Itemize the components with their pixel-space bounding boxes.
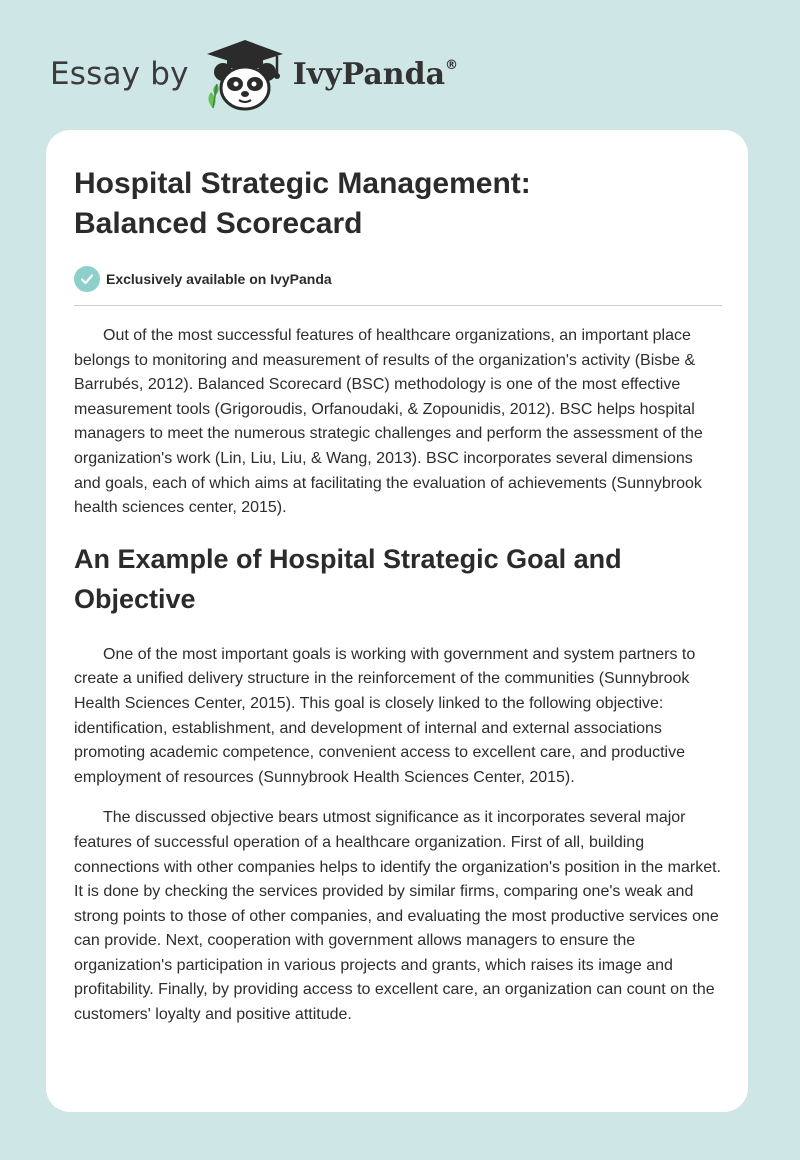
divider: [74, 305, 722, 306]
intro-paragraph: Out of the most successful features of healthcare organizations, an important place belongs to monitoring and measurement of results of the organization's activity (Bisbe & Barrubés, 2012). Balanced Scorecard (BSC) methodology is one of the most effective measurement tools (Grigoroudis, Orfanoudaki, & Zopounidis, 2012). BSC helps hospital managers to meet the numerous strategic challenges and perform the assessment of the organization's work (Lin, Liu, Liu, & Wang, 2013). BSC incorporates several dimensions and goals, each of which aims at facilitating the evaluation of achievements (Sunnybrook health sciences center, 2015).: [74, 327, 703, 517]
essay-card: [46, 130, 748, 1112]
site-header: [50, 34, 458, 114]
panda-mascot-icon: [203, 34, 287, 114]
section-paragraph-1: One of the most important goals is working with government and system partners to create a unified delivery structure in the reinforcement of the communities (Sunnybrook Health Sciences Center, 2015). This goal is closely linked to the following objective: identification, establishment, and development of internal and external associations promoting academic competence, convenient access to excellent care, and productive employment of resources (Sunnybrook Health Sciences Center, 2015).: [74, 645, 696, 786]
essay-by-label: Essay by: [50, 56, 189, 92]
essay-title: Hospital Strategic Management: Balanced Scorecard: [74, 167, 531, 240]
check-circle-icon: [74, 266, 100, 292]
section-paragraph-2: The discussed objective bears utmost significance as it incorporates several major features of successful operation of a healthcare organization. First of all, building connections with other companies helps to identify the organization's position in the market. It is done by checking the services provided by similar firms, comparing one's weak and strong points to those of other companies, and evaluating the most productive services one can provide. Next, cooperation with government allows managers to ensure the organization's participation in various projects and grants, which raises its image and profitability. Finally, by providing access to excellent care, an organization can count on the customers' loyalty and positive attitude.: [74, 809, 721, 1024]
ivypanda-logo[interactable]: [203, 34, 458, 114]
brand-name: IvyPanda®: [292, 56, 459, 92]
exclusive-badge: [74, 266, 722, 292]
section-heading: An Example of Hospital Strategic Goal and Objective: [74, 543, 622, 614]
exclusive-label: Exclusively available on IvyPanda: [106, 271, 332, 287]
